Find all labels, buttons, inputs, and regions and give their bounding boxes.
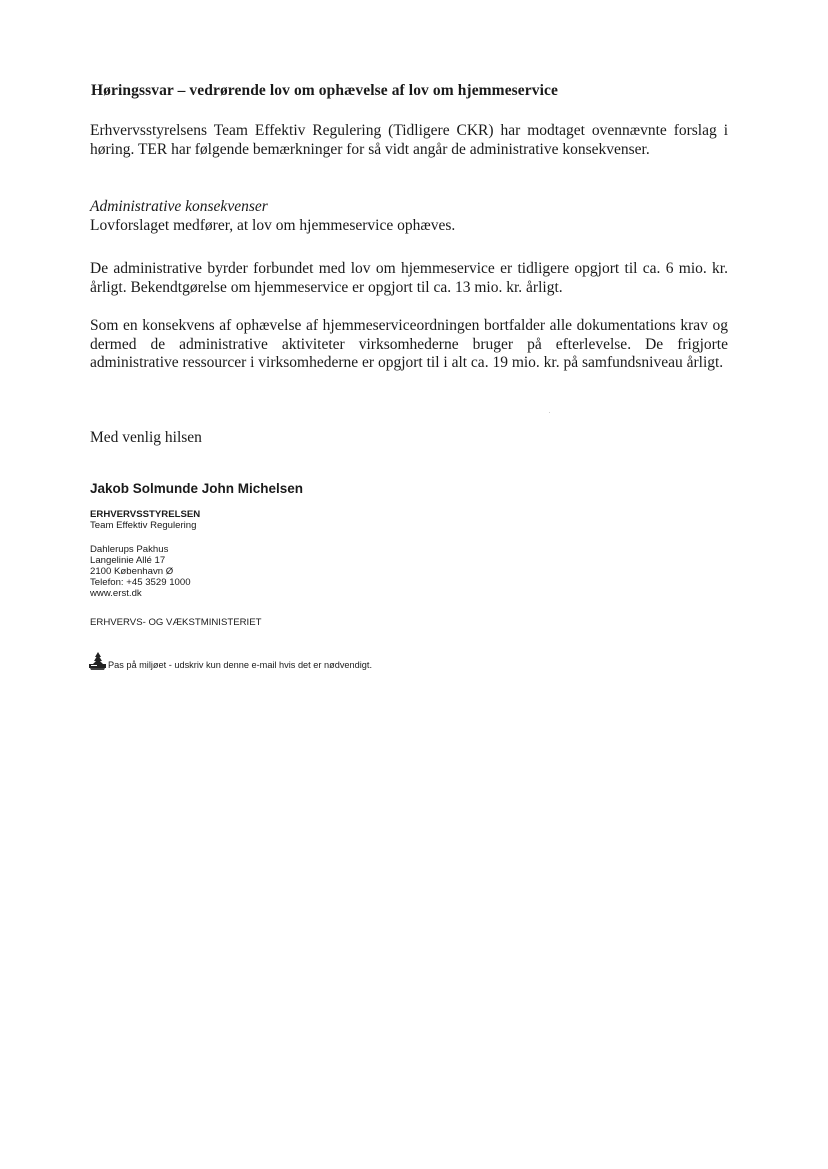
- paragraph-law-repeal: Lovforslaget medfører, at lov om hjemmeservice ophæves.: [90, 217, 456, 234]
- paragraph-consequences: Som en konsekvens af ophævelse af hjemmeserviceordningen bortfalder alle dokumentations krav og dermed de administrative aktiviteter virksomhederne bruger på efterlevelse. De frigjorte administrative ressourcer i virksomhederne er opgjort til i alt ca. 19 mio. kr. på samfundsniveau årligt.: [90, 317, 728, 371]
- footer-text: Pas på miljøet - udskriv kun denne e-mail hvis det er nødvendigt.: [108, 660, 373, 670]
- address-line-website: www.erst.dk: [90, 588, 142, 599]
- section-title: Administrative konsekvenser: [90, 198, 268, 215]
- scan-speck: [549, 412, 550, 413]
- signature-ministry: ERHVERVS- OG VÆKSTMINISTERIET: [90, 617, 262, 628]
- address-line-city: 2100 København Ø: [90, 566, 174, 577]
- paragraph-burdens: De administrative byrder forbundet med lov om hjemmeservice er tidligere opgjort til ca. 6 mio. kr. årligt. Bekendtgørelse om hjemmeservice er opgjort til ca. 13 mio. kr. årligt.: [90, 260, 728, 296]
- signature-address: [90, 544, 191, 599]
- signature-team: Team Effektiv Regulering: [90, 520, 197, 531]
- document-heading: Høringssvar – vedrørende lov om ophævelse af lov om hjemmeservice: [91, 82, 558, 99]
- intro-paragraph: Erhvervsstyrelsens Team Effektiv Regulering (Tidligere CKR) har modtaget ovennævnte forslag i høring. TER har følgende bemærkninger for så vidt angår de administrative konsekvenser.: [90, 122, 728, 158]
- tree-printer-icon: [88, 652, 107, 670]
- closing-greeting: Med venlig hilsen: [90, 429, 202, 446]
- address-line-street: Langelinie Allé 17: [90, 555, 166, 566]
- address-line-building: Dahlerups Pakhus: [90, 544, 169, 555]
- environment-footer: [88, 652, 372, 670]
- signature-name: Jakob Solmunde John Michelsen: [90, 481, 304, 496]
- signature-organization: ERHVERVSSTYRELSEN: [90, 509, 201, 520]
- address-line-phone: Telefon: +45 3529 1000: [90, 577, 191, 588]
